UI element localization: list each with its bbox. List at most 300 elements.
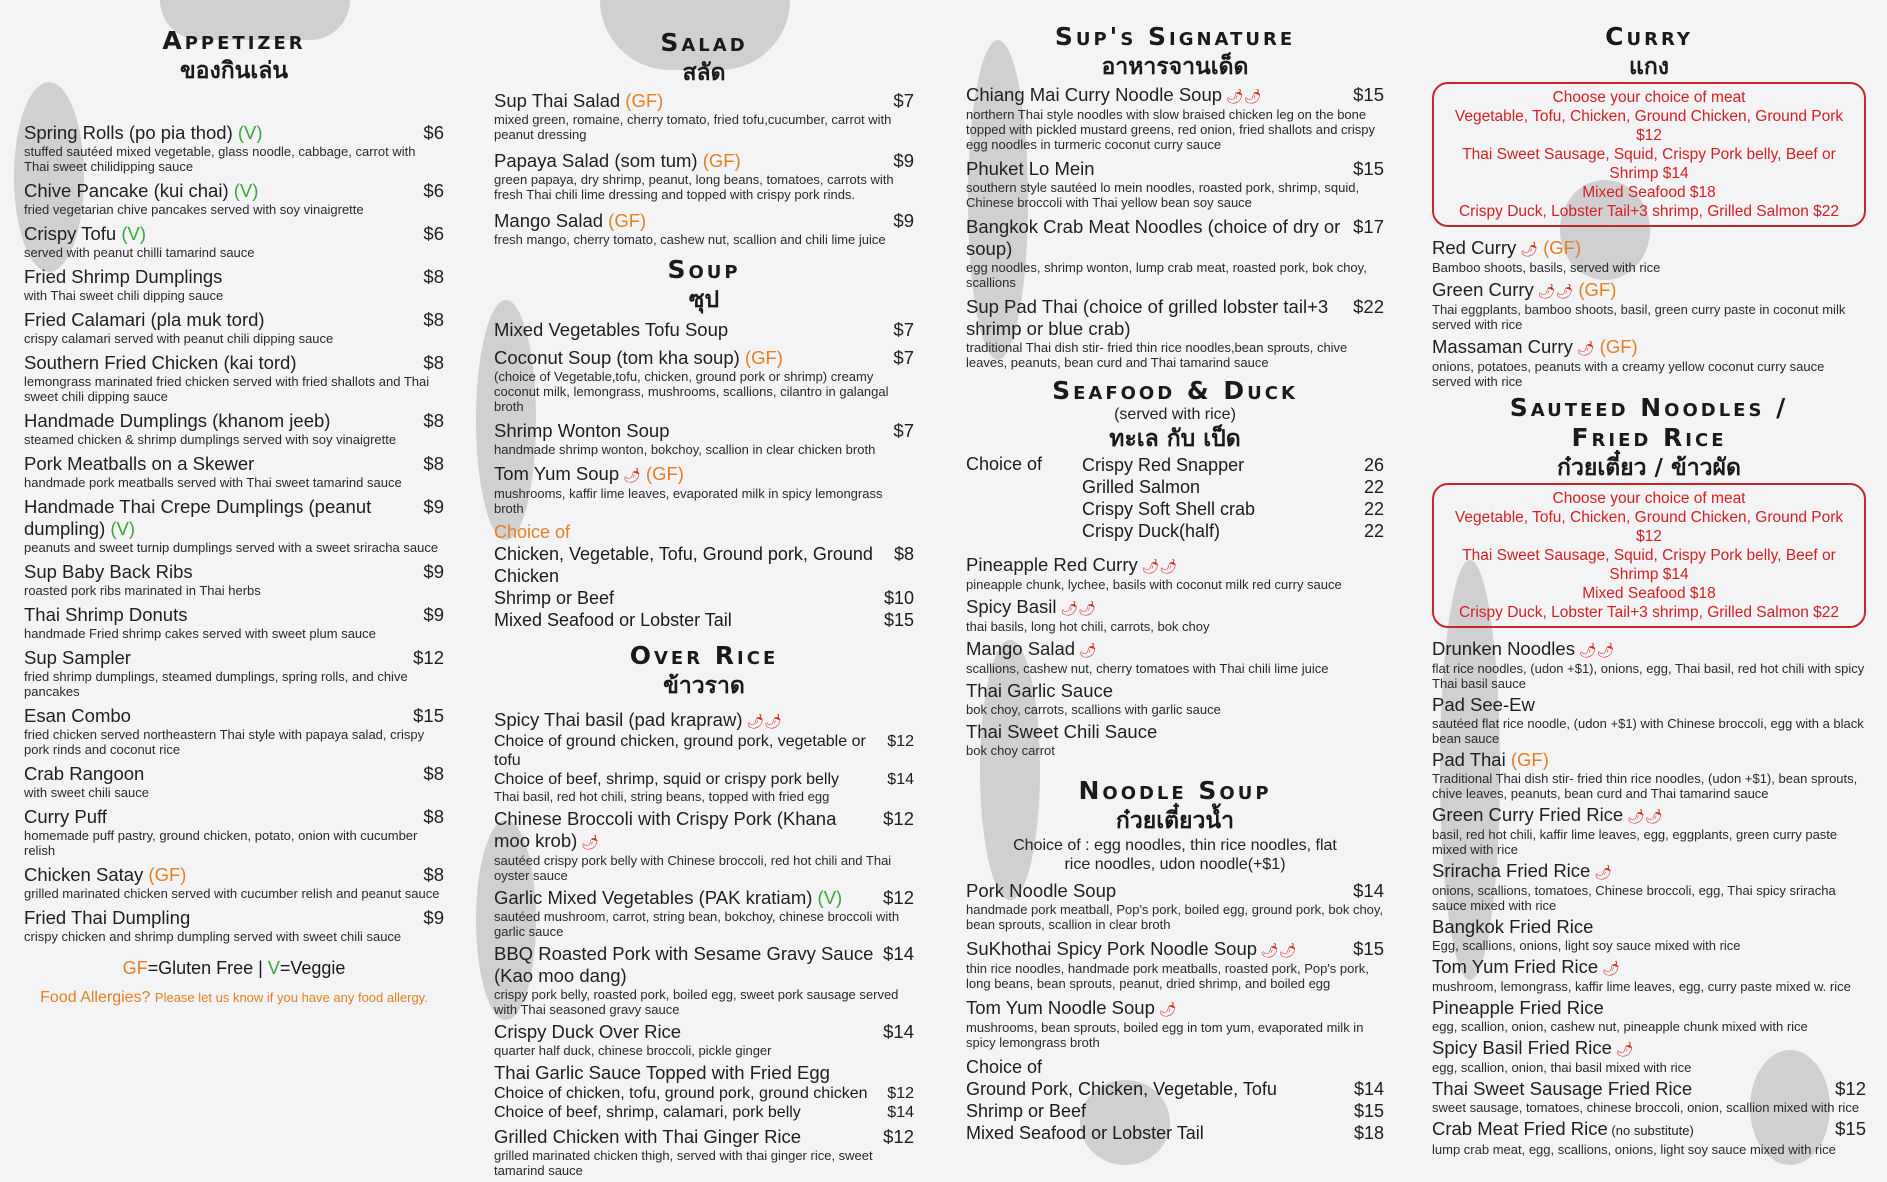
soup-list [494, 319, 914, 516]
menu-item [24, 647, 444, 699]
menu-item-price: $7 [893, 347, 914, 368]
signature-thai-title: อาหารจานเด็ด [1101, 54, 1249, 80]
menu-item-line [966, 84, 1384, 107]
veggie-tag: (V) [105, 518, 136, 539]
noodle-soup-thai-title: ก๋วยเตี๋ยวน้ำ [1115, 808, 1235, 834]
menu-item-description: grilled marinated chicken thigh, served with thai ginger rice, sweet tamarind sauce [494, 1148, 873, 1178]
menu-item-name: Fried Shrimp Dumplings [24, 266, 223, 287]
menu-item-line [1432, 336, 1866, 359]
menu-item [1432, 749, 1866, 801]
menu-item-line [966, 596, 1384, 619]
menu-item-price: $12 [883, 887, 914, 908]
menu-item-name: Tom Yum Fried Rice 🌶 [1432, 956, 1620, 977]
menu-item-description: Bamboo shoots, basils, served with rice [1432, 260, 1661, 275]
salad-thai-title: สลัด [682, 60, 726, 86]
menu-item-description: northern Thai style noodles with slow braised chicken leg on the bone topped with pickled mustard greens, red onion, fried shallots and crispy egg noodles in turmeric coconut curry sauce [966, 107, 1375, 152]
menu-item-description: mixed green, romaine, cherry tomato, fried tofu,cucumber, carrot with peanut dressing [494, 112, 892, 142]
veggie-tag: (V) [812, 887, 843, 908]
gluten-free-tag: (GF) [739, 347, 783, 368]
menu-item-description: basil, red hot chili, kaffir lime leaves, egg, eggplants, green curry paste mixed with rice [1432, 827, 1838, 857]
curry-column [1432, 0, 1866, 1160]
menu-item-line [966, 880, 1384, 902]
menu-item-line [1432, 956, 1866, 979]
menu-item-price: $8 [423, 410, 444, 431]
menu-item [966, 880, 1384, 932]
menu-item [494, 709, 914, 804]
menu-item-price: $17 [1353, 216, 1384, 237]
menu-item-price: $15 [1353, 84, 1384, 105]
menu-item [1432, 956, 1866, 994]
menu-item [494, 1126, 914, 1178]
noodle-choice-label: Choice of [966, 1057, 1043, 1077]
menu-item-line [494, 150, 914, 172]
menu-item-description: handmade shrimp wonton, bokchoy, scallion in clear chicken broth [494, 442, 876, 457]
seafood-sauce-list [966, 554, 1384, 758]
menu-item-line [494, 420, 914, 442]
choice-name: Crispy Duck(half) [1082, 521, 1221, 541]
menu-item-price: $15 [1353, 938, 1384, 959]
menu-item-name: Pork Meatballs on a Skewer [24, 453, 255, 474]
menu-item-price: $14 [1353, 880, 1384, 901]
allergy-note: Food Allergies? Please let us know if you have any food allergy. [40, 989, 428, 1006]
menu-item-description: sautéed crispy pork belly with Chinese broccoli, red hot chili and Thai oyster sauce [494, 853, 892, 883]
menu-item-description: Egg, scallions, onions, light soy sauce mixed with rice [1432, 938, 1741, 953]
option-price: $14 [887, 771, 914, 788]
choice-name: Grilled Salmon [1082, 477, 1201, 497]
menu-item-description: crispy pork belly, roasted pork, boiled egg, sweet pork sausage served with Thai seasoned gravy sauce [494, 987, 899, 1017]
menu-item-note: (no substitute) [1607, 1123, 1694, 1138]
meat-option-line: Crispy Duck, Lobster Tail+3 shrimp, Grilled Salmon $22 [1458, 604, 1840, 621]
meat-option-line: Vegetable, Tofu, Chicken, Ground Chicken, Ground Pork $12 [1454, 108, 1844, 144]
menu-item-price: $14 [883, 943, 914, 964]
menu-item-description: egg, scallion, onion, cashew nut, pineapple chunk mixed with rice [1432, 1019, 1808, 1034]
menu-item-name: Pad See-Ew [1432, 694, 1535, 715]
menu-item-price: $6 [423, 122, 444, 143]
menu-item-option [494, 1103, 914, 1122]
choice-row [1082, 476, 1384, 498]
menu-item-name: BBQ Roasted Pork with Sesame Gravy Sauce (Kao moo dang) [494, 943, 874, 986]
menu-item-description: fresh mango, cherry tomato, cashew nut, scallion and chili lime juice [494, 232, 886, 247]
menu-item-description: onions, potatoes, peanuts with a creamy yellow coconut curry sauce served with rice [1432, 359, 1825, 389]
noodles-title: Sauteed Noodles / [1509, 393, 1789, 422]
gluten-free-tag: (GF) [1537, 237, 1582, 258]
menu-item-line [24, 806, 444, 828]
dietary-legend: GF=Gluten Free | V=Veggie [122, 958, 346, 978]
menu-item-name: Thai Sweet Chili Sauce [966, 721, 1158, 742]
menu-item-name: Thai Sweet Sausage Fried Rice [1432, 1078, 1693, 1099]
menu-item [494, 319, 914, 341]
menu-item-name: Sup Sampler [24, 647, 131, 668]
menu-item [966, 938, 1384, 991]
chili-icon: 🌶 [1590, 864, 1612, 880]
menu-item-description: quarter half duck, chinese broccoli, pickle ginger [494, 1043, 772, 1058]
menu-item-description: peanuts and sweet turnip dumplings served with a sweet sriracha sauce [24, 540, 439, 555]
menu-item-line [24, 122, 444, 144]
menu-item-price: $9 [893, 210, 914, 231]
menu-item-line [966, 296, 1384, 340]
chili-icon: 🌶 [1154, 1001, 1177, 1017]
menu-item-line [966, 997, 1384, 1020]
menu-item [24, 705, 444, 757]
menu-item-line [1432, 749, 1866, 771]
soup-choice-label: Choice of [494, 522, 571, 542]
menu-item-price: $22 [1353, 296, 1384, 317]
choice-name: Mixed Seafood or Lobster Tail [966, 1123, 1204, 1143]
menu-item-name: Crispy Duck Over Rice [494, 1021, 682, 1042]
menu-item-line [24, 907, 444, 929]
chili-icon: 🌶 [577, 834, 599, 850]
menu-item [1432, 1078, 1866, 1115]
menu-item [494, 463, 914, 516]
menu-item [494, 887, 914, 939]
menu-item [24, 806, 444, 858]
choice-name: Chicken, Vegetable, Tofu, Ground pork, Ground Chicken [494, 544, 873, 586]
menu-item [966, 158, 1384, 210]
option-text: Choice of beef, shrimp, calamari, pork belly [494, 1104, 801, 1121]
choice-price: $10 [883, 588, 914, 608]
gluten-free-tag: (GF) [1505, 749, 1549, 770]
menu-item-line [966, 680, 1384, 702]
menu-item-name: Chinese Broccoli with Crispy Pork (Khana moo krob) 🌶 [494, 808, 837, 851]
choice-price: $8 [893, 544, 914, 564]
choice-row [966, 1100, 1384, 1122]
menu-item-description: fried chicken served northeastern Thai style with papaya salad, crispy pork rinds and coconut rice [24, 727, 425, 757]
menu-item-description: (choice of Vegetable,tofu, chicken, ground pork or shrimp) creamy coconut milk, lemongrass, mushrooms, scallions, cilantro in galangal broth [494, 369, 889, 414]
menu-item-description: steamed chicken & shrimp dumplings served with soy vinaigrette [24, 432, 397, 447]
menu-item-price: $8 [423, 806, 444, 827]
choice-price: $15 [1353, 1101, 1384, 1121]
menu-item [966, 596, 1384, 634]
menu-item-price: $15 [1353, 158, 1384, 179]
seafood-subtitle: (served with rice) [1114, 406, 1236, 423]
appetizer-column [24, 0, 444, 1007]
menu-item-name: Spicy Thai basil (pad krapraw) 🌶🌶 [494, 709, 782, 730]
menu-item-description: sweet sausage, tomatoes, chinese broccoli, onion, scallion mixed with rice [1432, 1100, 1860, 1115]
choice-row [1082, 498, 1384, 520]
menu-item-price: $7 [893, 90, 914, 111]
fried-rice-title: Fried Rice [1571, 423, 1727, 452]
menu-item-price: $14 [883, 1021, 914, 1042]
menu-item-line [24, 604, 444, 626]
menu-item-name: Papaya Salad (som tum) (GF) [494, 150, 741, 171]
chili-icon: 🌶 [1598, 960, 1620, 976]
menu-item-price: $12 [883, 808, 914, 829]
choice-price: $18 [1353, 1123, 1384, 1143]
menu-item-name: Sup Pad Thai (choice of grilled lobster tail+3 shrimp or blue crab) [966, 296, 1329, 339]
menu-item [966, 680, 1384, 717]
menu-item-line [1432, 804, 1866, 827]
option-price: $14 [887, 1104, 914, 1121]
menu-item-name: Tom Yum Soup 🌶 (GF) [494, 463, 684, 484]
menu-item-price: $7 [893, 319, 914, 340]
menu-item-price: $8 [423, 309, 444, 330]
option-text: Choice of ground chicken, ground pork, vegetable or tofu [494, 733, 866, 769]
choice-price: $14 [1353, 1079, 1384, 1099]
menu-item-line [24, 647, 444, 669]
gluten-free-tag: (GF) [640, 463, 684, 484]
menu-item-line [966, 158, 1384, 180]
menu-item-name: Garlic Mixed Vegetables (PAK kratiam) (V) [494, 887, 843, 908]
menu-item-line [494, 90, 914, 112]
menu-item-line [1432, 638, 1866, 661]
menu-item-description: handmade pork meatball, Pop's pork, boiled egg, ground pork, bok choy, bean sprouts, scallion in clear broth [966, 902, 1384, 932]
noodles-meat-box [1432, 483, 1866, 628]
menu-item-option [494, 732, 914, 770]
menu-item-name: Pineapple Fried Rice [1432, 997, 1604, 1018]
menu-item-price: $8 [423, 352, 444, 373]
chili-icon: 🌶 [1611, 1041, 1634, 1057]
menu-item-name: Spicy Basil 🌶🌶 [966, 596, 1096, 617]
menu-item-description: roasted pork ribs marinated in Thai herbs [24, 583, 261, 598]
over-rice-title: Over Rice [629, 641, 779, 670]
menu-item [24, 223, 444, 260]
menu-item [966, 638, 1384, 676]
meat-option-line: Thai Sweet Sausage, Squid, Crispy Pork belly, Beef or Shrimp $14 [1462, 547, 1836, 583]
menu-item-price: $12 [413, 647, 444, 668]
choice-row [494, 609, 914, 631]
meat-option-line: Choose your choice of meat [1552, 89, 1746, 106]
menu-item-name: SuKhothai Spicy Pork Noodle Soup 🌶🌶 [966, 938, 1297, 959]
menu-item-line [1432, 860, 1866, 883]
menu-item-line [494, 210, 914, 232]
menu-item-line [1432, 1037, 1866, 1060]
menu-item-name: Fried Thai Dumpling [24, 907, 191, 928]
menu-item-description: crispy chicken and shrimp dumpling served with sweet chili sauce [24, 929, 402, 944]
menu-item [1432, 916, 1866, 953]
menu-item-name: Curry Puff [24, 806, 107, 827]
menu-item-line [24, 309, 444, 331]
menu-item-price: $6 [423, 180, 444, 201]
menu-item [24, 763, 444, 800]
seafood-thai-title: ทะเล กับ เป็ด [1109, 426, 1241, 452]
soup-title: Soup [667, 255, 741, 284]
menu-item-line [494, 808, 914, 853]
menu-item [24, 496, 444, 555]
noodle-choice-intro: Choice of : egg noodles, thin rice noodles, flat rice noodles, udon noodle(+$1) [1013, 837, 1337, 873]
menu-item [24, 604, 444, 641]
menu-item-line [494, 1126, 914, 1148]
menu-item-description: with Thai sweet chili dipping sauce [24, 288, 224, 303]
menu-item-line [24, 561, 444, 583]
choice-price: 22 [1363, 477, 1384, 497]
menu-item [1432, 997, 1866, 1034]
menu-item-line [24, 180, 444, 202]
menu-item-line [24, 410, 444, 432]
menu-item [1432, 1118, 1866, 1157]
menu-item [494, 347, 914, 414]
menu-item-description: bok choy, carrots, scallions with garlic sauce [966, 702, 1221, 717]
menu-item-name: Mango Salad (GF) [494, 210, 647, 231]
menu-item-line [966, 216, 1384, 260]
menu-item-description: lemongrass marinated fried chicken served with fried shallots and Thai sweet chili dipping sauce [24, 374, 430, 404]
menu-item-name: Crispy Tofu (V) [24, 223, 147, 244]
menu-item-description: homemade puff pastry, ground chicken, potato, onion with cucumber relish [24, 828, 418, 858]
menu-item [24, 180, 444, 217]
chili-icon: 🌶🌶 [1574, 642, 1615, 658]
meat-option-line: Mixed Seafood $18 [1582, 184, 1716, 201]
choice-row [1082, 520, 1384, 542]
menu-item-name: Grilled Chicken with Thai Ginger Rice [494, 1126, 802, 1147]
menu-item-price: $9 [893, 150, 914, 171]
appetizer-thai-title: ของกินเล่น [179, 58, 289, 84]
menu-item [494, 1062, 914, 1122]
curry-meat-box [1432, 82, 1866, 227]
menu-item-name: Mango Salad 🌶 [966, 638, 1097, 659]
menu-item [1432, 638, 1866, 691]
menu-item-description: Thai basil, red hot chili, string beans, topped with fried egg [494, 789, 830, 804]
menu-item [24, 561, 444, 598]
menu-item-name: Thai Garlic Sauce Topped with Fried Egg [494, 1062, 830, 1083]
appetizer-title: Appetizer [162, 26, 306, 55]
menu-item [966, 296, 1384, 370]
menu-item-description: mushrooms, bean sprouts, boiled egg in tom yum, evaporated milk in spicy lemongrass broth [966, 1020, 1364, 1050]
menu-item-line [494, 887, 914, 909]
menu-item-name: Phuket Lo Mein [966, 158, 1095, 179]
choice-price: 26 [1363, 455, 1384, 475]
menu-item [1432, 694, 1866, 746]
signature-title: Sup's Signature [1054, 22, 1296, 51]
menu-item-price: $8 [423, 864, 444, 885]
menu-item-option [494, 1084, 914, 1103]
menu-item-description: green papaya, dry shrimp, peanut, long beans, tomatoes, carrots with fresh Thai chili lime dressing and topped with crispy pork rinds. [494, 172, 894, 202]
curry-thai-title: แกง [1629, 54, 1669, 80]
menu-item-price: $9 [423, 604, 444, 625]
noodle-soup-title: Noodle Soup [1078, 776, 1272, 805]
menu-item-line [966, 554, 1384, 577]
menu-item-name: Sup Thai Salad (GF) [494, 90, 664, 111]
menu-item-description: thai basils, long hot chili, carrots, bok choy [966, 619, 1210, 634]
menu-item-description: lump crab meat, egg, scallions, onions, light soy sauce mixed with rice [1432, 1142, 1836, 1157]
menu-item-name: Pork Noodle Soup [966, 880, 1117, 901]
menu-item [24, 309, 444, 346]
chili-icon: 🌶🌶 [1056, 600, 1096, 616]
menu-item [24, 410, 444, 447]
menu-item-line [494, 709, 914, 732]
menu-item-description: grilled marinated chicken served with cucumber relish and peanut sauce [24, 886, 440, 901]
option-price: $12 [887, 1085, 914, 1102]
menu-item-line [1432, 1078, 1866, 1100]
meat-option-line: Mixed Seafood $18 [1582, 585, 1716, 602]
chili-icon: 🌶 [1516, 241, 1538, 257]
menu-item-description: thin rice noodles, handmade pork meatballs, roasted pork, Pop's pork, long beans, bean sprouts, peanut, dried shrimp, and boiled egg [966, 961, 1369, 991]
menu-item [966, 216, 1384, 290]
veggie-tag: (V) [232, 122, 263, 143]
menu-item [966, 721, 1384, 758]
menu-item-name: Pad Thai (GF) [1432, 749, 1549, 770]
menu-item-description: fried shrimp dumplings, steamed dumplings, spring rolls, and chive pancakes [24, 669, 408, 699]
seafood-title: Seafood & Duck [1052, 376, 1298, 405]
menu-item-line [24, 266, 444, 288]
menu-item-name: Drunken Noodles 🌶🌶 [1432, 638, 1615, 659]
menu-item-name: Fried Calamari (pla muk tord) [24, 309, 265, 330]
choice-name: Mixed Seafood or Lobster Tail [494, 610, 732, 630]
menu-item-name: Chicken Satay (GF) [24, 864, 187, 885]
menu-item-description: bok choy carrot [966, 743, 1055, 758]
choice-price: 22 [1363, 521, 1384, 541]
chili-icon: 🌶 [619, 467, 641, 483]
menu-item [494, 90, 914, 142]
menu-item [24, 864, 444, 901]
gluten-free-tag: (GF) [1594, 336, 1638, 357]
menu-item-description: crispy calamari served with peanut chili dipping sauce [24, 331, 334, 346]
option-text: Choice of beef, shrimp, squid or crispy pork belly [494, 771, 840, 788]
menu-item-price: $8 [423, 763, 444, 784]
menu-item-price: $8 [423, 266, 444, 287]
choice-row [494, 587, 914, 609]
menu-item-name: Sup Baby Back Ribs [24, 561, 193, 582]
gluten-free-tag: (GF) [697, 150, 741, 171]
choice-price: 22 [1363, 499, 1384, 519]
choice-row [966, 1078, 1384, 1100]
menu-item-price: $15 [413, 705, 444, 726]
menu-item [1432, 860, 1866, 913]
menu-item [1432, 279, 1866, 332]
choice-name: Ground Pork, Chicken, Vegetable, Tofu [966, 1079, 1277, 1099]
noodles-list [1432, 638, 1866, 1157]
menu-item-description: pineapple chunk, lychee, basils with coconut milk red curry sauce [966, 577, 1342, 592]
menu-item [1432, 804, 1866, 857]
choice-name: Shrimp or Beef [966, 1101, 1087, 1121]
gluten-free-tag: (GF) [603, 210, 647, 231]
menu-item-name: Bangkok Fried Rice [1432, 916, 1594, 937]
chili-icon: 🌶 [1075, 642, 1097, 658]
menu-item-description: flat rice noodles, (udon +$1), onions, egg, Thai basil, red hot chili with spicy Thai basil sauce [1432, 661, 1865, 691]
soup-thai-title: ซุป [688, 287, 720, 313]
menu-item [494, 420, 914, 457]
menu-item-name: Massaman Curry 🌶 (GF) [1432, 336, 1638, 357]
menu-item-description: mushroom, lemongrass, kaffir lime leaves, egg, curry paste mixed w. rice [1432, 979, 1851, 994]
menu-item-name: Spicy Basil Fried Rice 🌶 [1432, 1037, 1634, 1058]
menu-item-line [24, 453, 444, 475]
menu-item [494, 1021, 914, 1058]
menu-item-line [1432, 1118, 1866, 1142]
meat-option-line: Choose your choice of meat [1552, 490, 1746, 507]
over-rice-thai-title: ข้าวราด [663, 673, 745, 699]
menu-item-name: Southern Fried Chicken (kai tord) [24, 352, 297, 373]
veggie-tag: (V) [228, 180, 259, 201]
menu-item-line [24, 352, 444, 374]
chili-icon: 🌶🌶 [1222, 88, 1262, 104]
menu-item [494, 210, 914, 247]
appetizer-list [24, 122, 444, 944]
salad-title: Salad [660, 28, 748, 57]
menu-item [24, 907, 444, 944]
over-rice-list [494, 709, 914, 1178]
menu-item-price: $12 [1835, 1078, 1866, 1099]
signature-column [966, 0, 1384, 1144]
menu-item-line [494, 319, 914, 341]
menu-item-name: Shrimp Wonton Soup [494, 420, 670, 441]
menu-item-price: $7 [893, 420, 914, 441]
gluten-free-tag: (GF) [1573, 279, 1617, 300]
menu-item [494, 943, 914, 1017]
choice-name: Crispy Red Snapper [1082, 455, 1245, 475]
noodle-soup-list [966, 880, 1384, 1050]
menu-item-price: $9 [423, 907, 444, 928]
menu-item-name: Chiang Mai Curry Noodle Soup 🌶🌶 [966, 84, 1262, 105]
noodles-thai-title: ก๋วยเตี๋ยว / ข้าวผัด [1557, 455, 1741, 481]
salad-soup-column [494, 0, 914, 1182]
menu-item [1432, 1037, 1866, 1075]
menu-item [966, 997, 1384, 1050]
menu-item-name: Bangkok Crab Meat Noodles (choice of dry or soup) [966, 216, 1341, 259]
seafood-choices [966, 454, 1384, 542]
menu-item-name: Mixed Vegetables Tofu Soup [494, 319, 729, 340]
menu-item [494, 808, 914, 883]
menu-item-line [494, 943, 914, 987]
choice-row [1082, 454, 1384, 476]
menu-item-line [1432, 237, 1866, 260]
